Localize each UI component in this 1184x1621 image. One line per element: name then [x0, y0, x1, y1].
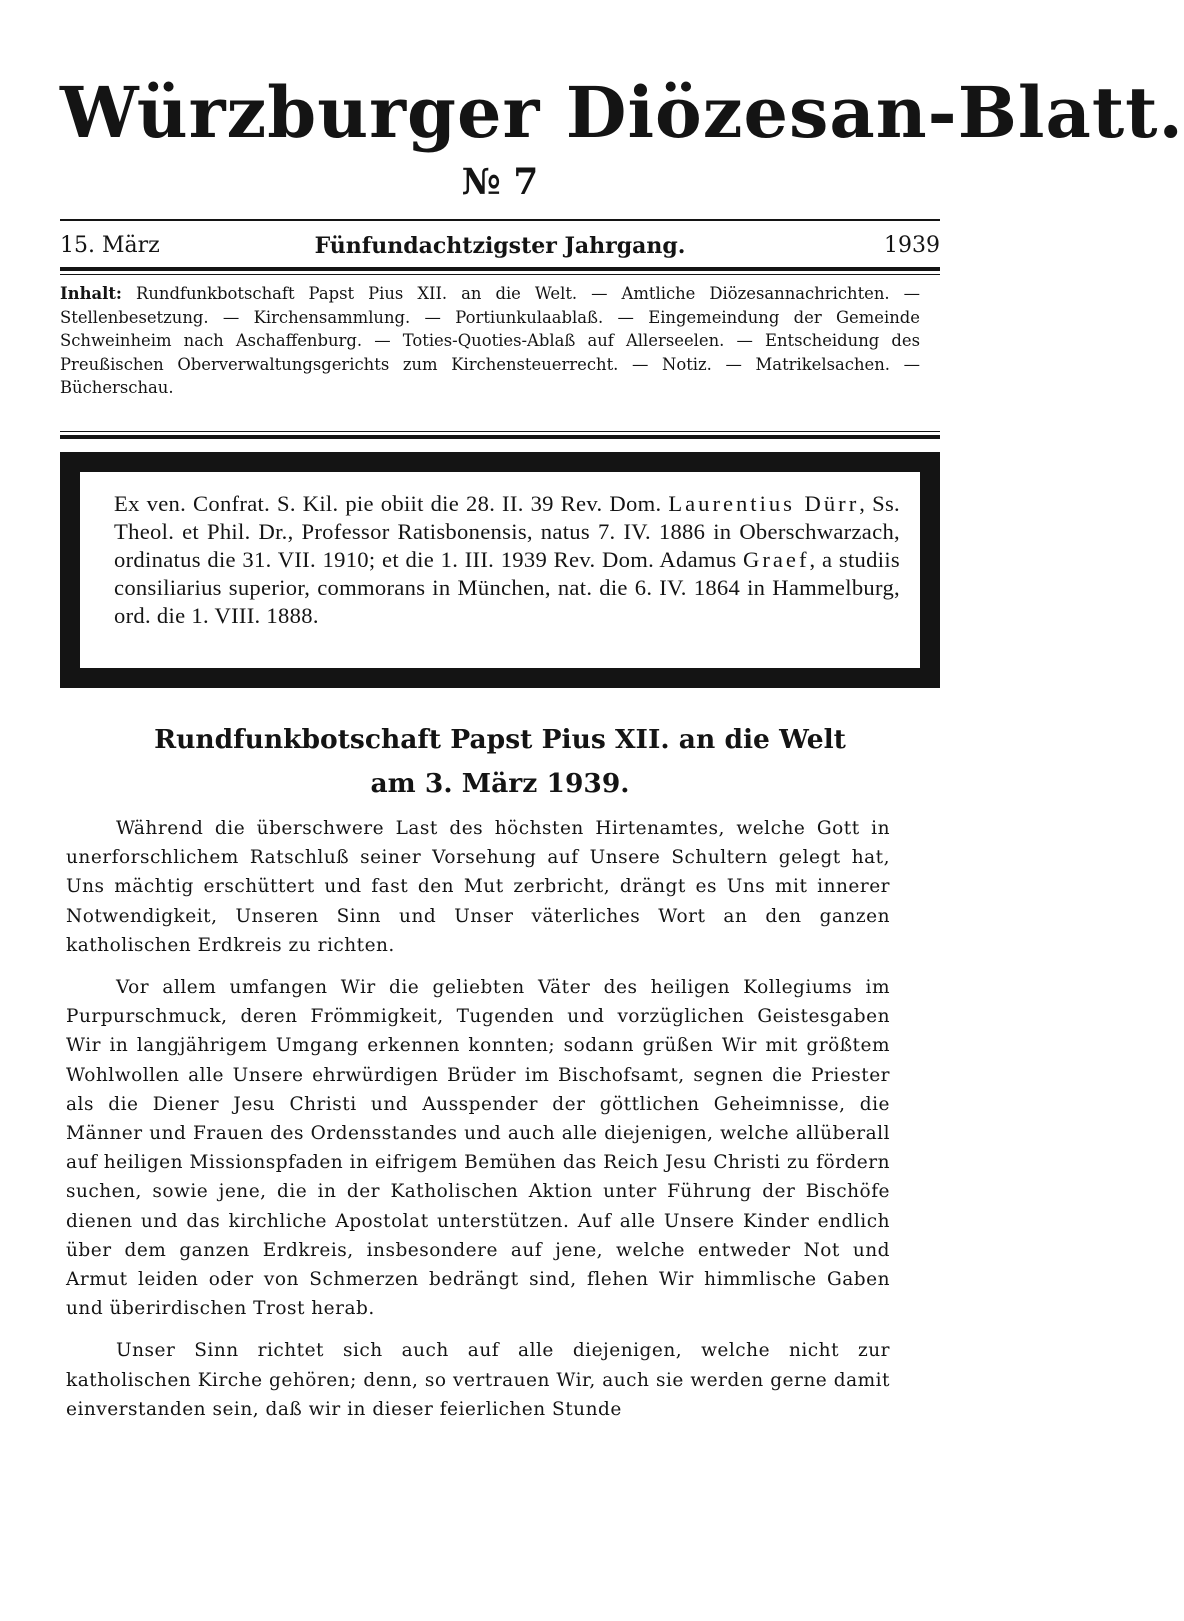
paragraph: Vor allem umfangen Wir die geliebten Väter des heiligen Kollegiums im Purpurschmuck, deren Frömmigkeit, Tugenden und vorzüglichen Geistesgaben Wir in langjährigem Umgang erkennen konnten; sodann grüßen Wir mit größtem Wohlwollen alle Unsere ehrwürdigen Brüder im Bischofsamt, segnen die Priester als die Diener Jesu Christi und Ausspender der göttlichen Geheimnisse, die Männer und Frauen des Ordensstandes und auch alle diejenigen, welche allüberall auf heiligen Missionspfaden in eifrigem Bemühen das Reich Jesu Christi zu fördern suchen, sowie jene, die in der Katholischen Aktion unter Führung der Bischöfe dienen und das kirchliche Apostolat unterstützen. Auf alle Unsere Kinder endlich über dem ganzen Erdkreis, insbesondere auf jene, welche entweder Not und Armut leiden oder von Schmerzen bedrängt sind, flehen Wir himmlische Gaben und überirdischen Trost herab.: [66, 977, 890, 1320]
issue-date: 15. März: [60, 233, 160, 258]
dateline: [60, 228, 940, 264]
contents-rule-thick: [60, 435, 940, 439]
paragraph: Während die überschwere Last des höchsten Hirtenamtes, welche Gott in unerforschlichem Ratschluß seiner Vorsehung auf Unsere Schultern gelegt hat, Uns mächtig erschüttert und fast den Mut zerbricht, drängt es Uns mit innerer Notwendigkeit, Unseren Sinn und Unser väterliches Wort an den ganzen katholischen Erdkreis zu richten.: [66, 818, 890, 956]
contents-text: Rundfunkbotschaft Papst Pius XII. an die Welt. — Amtliche Diözesannachrichten. — Stellenbesetzung. — Kirchensammlung. — Portiunkulaablaß. — Eingemeindung der Gemeinde Schweinheim nach Aschaffenburg. — Toties-Quoties-Ablaß auf Allerseelen. — Entscheidung des Preußischen Oberverwaltungsgerichts zum Kirchensteuerrecht. — Notiz. — Matrikelsachen. — Bücherschau.: [60, 284, 921, 397]
top-rule: [60, 219, 940, 221]
dateline-rule-thin: [60, 274, 940, 275]
volume-label: Fünfundachtzigster Jahrgang.: [314, 233, 686, 259]
obituary-name-1: Laurentius Dürr: [668, 491, 860, 516]
masthead-title: Würzburger Diözesan-Blatt.: [60, 71, 1184, 154]
issue-number: № 7: [461, 161, 539, 203]
table-of-contents: [60, 282, 920, 400]
obituary-text-2: , Ss. Theol. et Phil. Dr., Professor Ratisbonensis, natus 7. IV. 1886 in Oberschwarzach, ordinatus die 31. VII. 1910; et die 1. III. 1939 Rev. Dom. Adamus: [114, 491, 901, 572]
obituary-name-2: Graef: [743, 547, 810, 572]
paragraph: Unser Sinn richtet sich auch auf alle diejenigen, welche nicht zur katholischen Kirche gehören; denn, so vertrauen Wir, auch sie werden gerne damit einverstanden sein, daß wir in dieser feierlichen Stunde: [66, 1340, 890, 1420]
article-title: [60, 718, 940, 806]
article-body: [66, 814, 890, 1437]
article-title-line-2: am 3. März 1939.: [370, 768, 630, 799]
contents-label: Inhalt:: [60, 284, 122, 303]
obituary-notice-box: [60, 452, 940, 688]
dateline-rule-thick: [60, 267, 940, 271]
obituary-text-3: , a studiis consiliarius superior, commorans in München, nat. die 6. IV. 1864 in Hammelburg, ord. die 1. VIII. 1888.: [114, 547, 900, 628]
issue-year: 1939: [884, 233, 940, 258]
contents-rule-thin: [60, 431, 940, 432]
obituary-text-1: Ex ven. Confrat. S. Kil. pie obiit die 28. II. 39 Rev. Dom.: [114, 491, 662, 516]
obituary-notice: [80, 472, 920, 668]
article-title-line-1: Rundfunkbotschaft Papst Pius XII. an die Welt: [154, 724, 846, 755]
